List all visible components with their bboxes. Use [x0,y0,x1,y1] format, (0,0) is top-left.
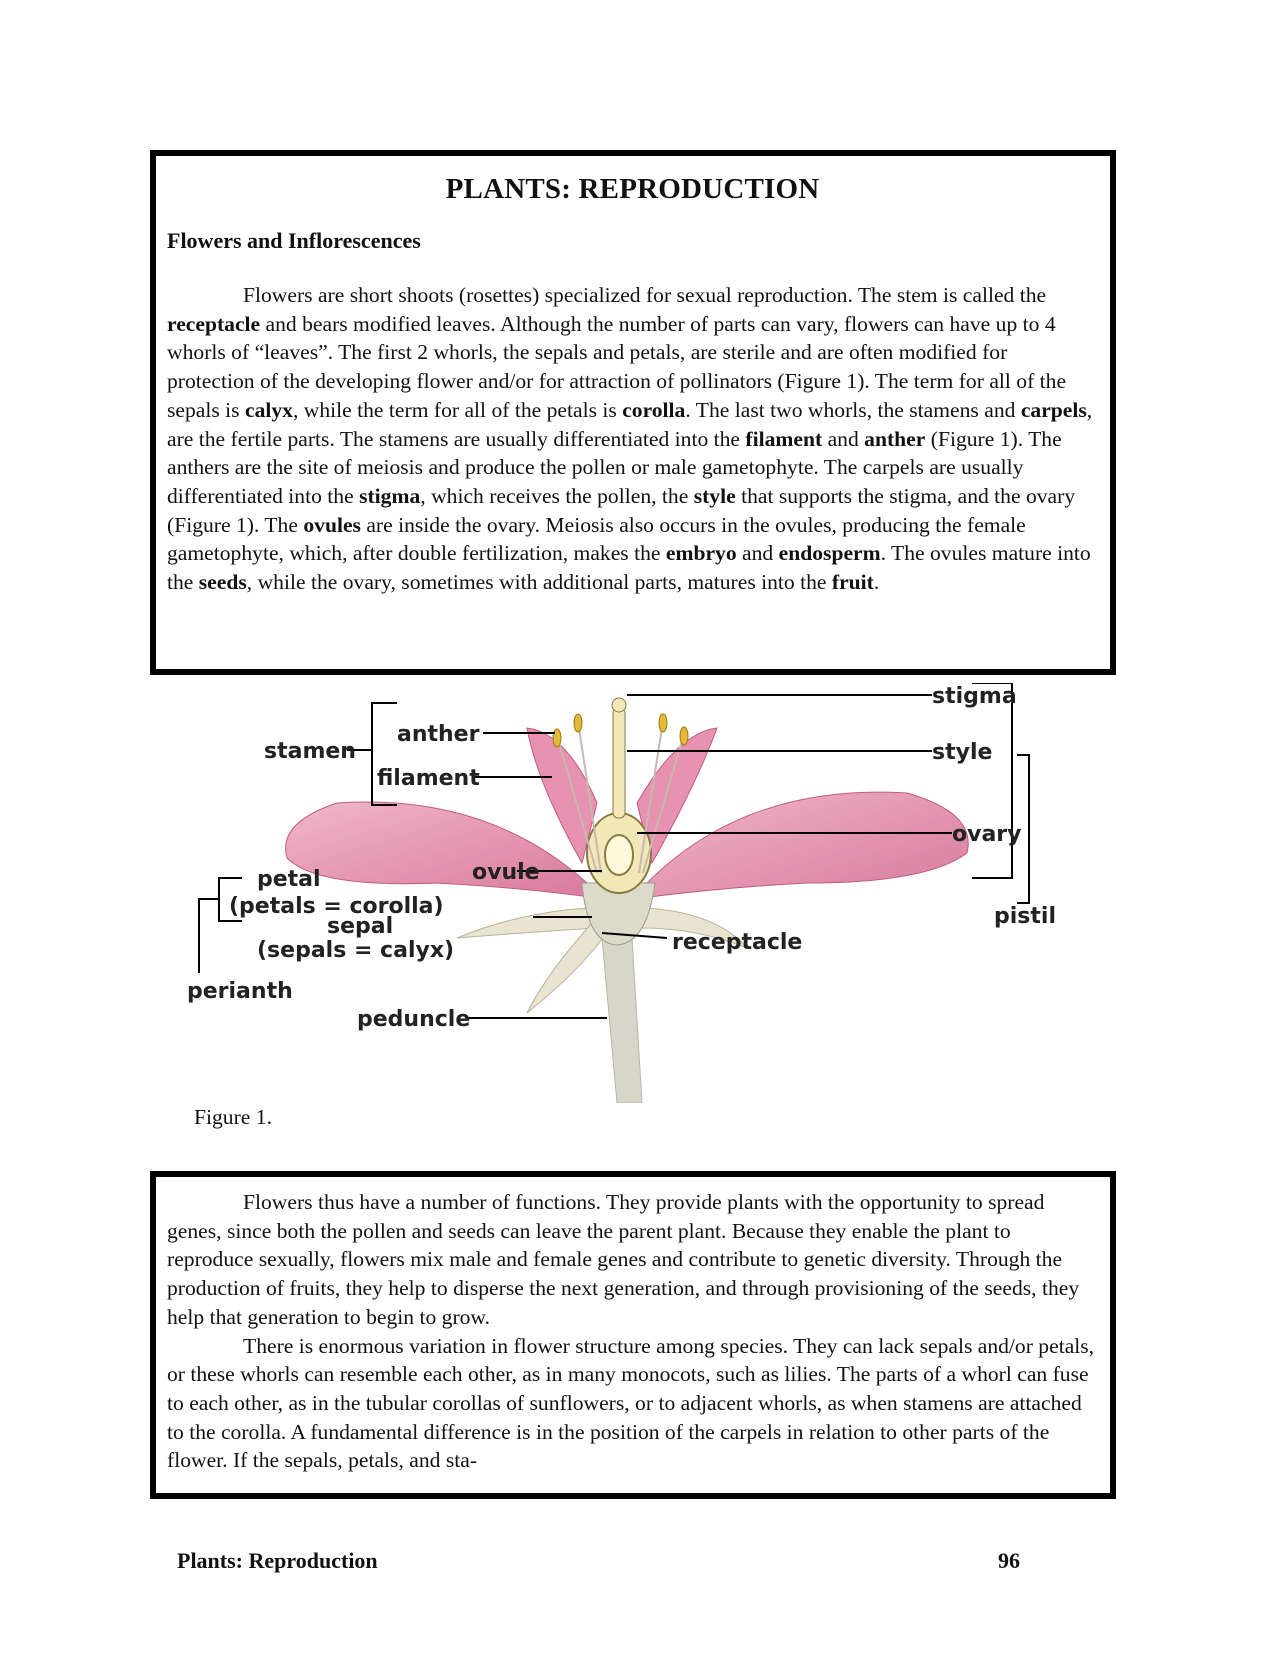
text-run: . The ovules mature into the [167,541,1091,595]
page-number: 96 [998,1548,1020,1573]
section-heading: Flowers and Inflorescences [167,228,421,253]
filament-label: filament [377,766,480,791]
text-run: . [873,570,880,595]
text-run: that supports the stigma, and the ovary (Figure 1). The [167,483,1076,537]
text-run: , while the term for all of the petals is [292,397,623,422]
peduncle-label: peduncle [357,1007,471,1032]
peduncle-shape [602,938,642,1103]
perianth-label: perianth [187,979,293,1004]
flower-diagram [187,683,1087,1103]
pistil-label: pistil [994,904,1056,929]
text-run: , are the fertile parts. The stamens are usually differentiated into the [167,397,1093,451]
figure-caption: Figure 1. [194,1105,272,1129]
functions-paragraph: Flowers thus have a number of functions. They provide plants with the opportunity to spread genes, since both the pollen and seeds can leave the parent plant. Because they enable the plant to reproduce sexually, flowers mix male and female genes and contribute to genetic diversity. Through the production of fruits, they help to disperse the next generation, and through provisioning of the seeds, they help that generation to begin to grow. [167,1190,1080,1329]
ovule-label: ovule [472,860,540,885]
bold-term: seeds [198,570,247,595]
bold-term: calyx [244,397,293,422]
style-shape [613,708,625,818]
bold-term: anther [864,426,926,451]
anther-label: anther [397,722,480,747]
petal-label: petal [257,867,321,892]
text-run: and [736,541,779,566]
sepals-calyx-label: (sepals = calyx) [257,938,455,963]
text-run: , which receives the pollen, the [420,483,694,508]
sepal-lower-shape [527,923,607,1013]
footer-title: Plants: Reproduction [177,1548,378,1573]
flower-diagram-svg [187,683,1087,1103]
bold-term: embryo [665,541,737,566]
bold-term: stigma [359,483,421,508]
bold-term: receptacle [167,311,261,336]
stamen-label: stamen [264,739,356,764]
bold-term: filament [745,426,823,451]
stigma-shape [612,698,626,712]
petal-back-left-shape [527,728,597,863]
text-run: (Figure 1). The anthers are the site of meiosis and produce the pollen or male gametophyte. The carpels are usually differentiated into the [167,426,1062,508]
bold-term: ovules [303,512,361,537]
bold-term: fruit [831,570,874,595]
bold-term: style [693,483,736,508]
functions-text-box [150,1171,1116,1499]
style-label: style [932,740,993,765]
bold-term: corolla [622,397,686,422]
text-run: . The last two whorls, the stamens and [685,397,1021,422]
text-run: , while the ovary, sometimes with additional parts, matures into the [246,570,832,595]
text-run: are inside the ovary. Meiosis also occurs in the ovules, producing the female gametophyte, which, after double fertilization, makes the [167,512,1026,566]
variation-paragraph: There is enormous variation in flower structure among species. They can lack sepals and/or petals, or these whorls can resemble each other, as in many monocots, such as lilies. The parts of a whorl can fuse to each other, as in the tubular corollas of sunflowers, or to adjacent whorls, as when stamens are attached to the corolla. A fundamental difference is in the position of the carpels in relation to other parts of the flower. If the sepals, petals, and sta- [167,1333,1095,1473]
bold-term: endosperm [778,541,881,566]
ovule-shape [605,835,633,875]
text-run: Flowers are short shoots (rosettes) specialized for sexual reproduction. The stem is called the [243,283,1047,307]
intro-text-box [150,150,1116,675]
bold-term: carpels [1020,397,1087,422]
text-run: and bears modified leaves. Although the number of parts can vary, flowers can have up to 4 whorls of “leaves”. The first 2 whorls, the sepals and petals, are sterile and are often modified for protection of the developing flower and/or for attraction of pollinators (Figure 1). The term for all of the sepals is [167,311,1067,422]
intro-paragraph [167,281,1098,597]
ovary-label: ovary [952,822,1022,847]
sepal-left-shape [457,908,597,938]
petals-corolla-label: (petals = corolla) [229,894,444,919]
receptacle-label: receptacle [672,930,803,955]
sepal-label: sepal [327,914,394,939]
stigma-label: stigma [932,684,1017,709]
page-title: PLANTS: REPRODUCTION [445,173,820,205]
text-run: and [822,426,865,451]
petal-right-shape [642,792,968,898]
petal-left-shape [286,802,597,898]
